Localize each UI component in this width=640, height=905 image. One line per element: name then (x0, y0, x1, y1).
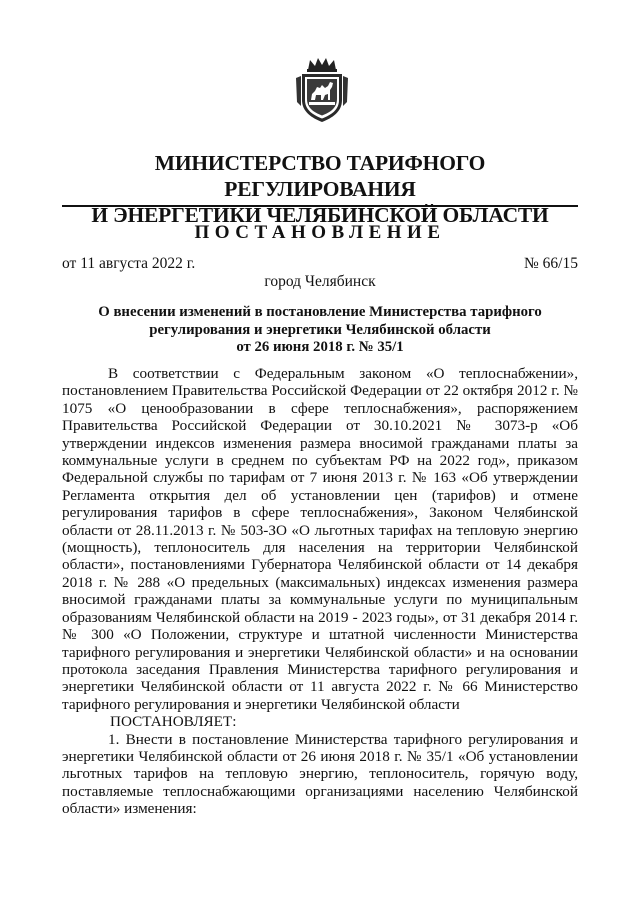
subject-line-1: О внесении изменений в постановление Министерства тарифного (98, 304, 542, 320)
ministry-title-line-2: И ЭНЕРГЕТИКИ ЧЕЛЯБИНСКОЙ ОБЛАСТИ (91, 203, 549, 227)
document-city: город Челябинск (264, 273, 376, 290)
header-divider (62, 205, 578, 207)
document-type: ПОСТАНОВЛЕНИЕ (194, 222, 446, 243)
coat-of-arms-icon (292, 56, 352, 124)
subject-line-2: регулирования и энергетики Челябинской области (149, 321, 491, 338)
document-body (62, 365, 578, 818)
document-date: от 11 августа 2022 г. (62, 255, 196, 272)
ministry-title (60, 150, 580, 228)
resolve-heading: ПОСТАНОВЛЯЕТ: (110, 713, 237, 731)
item-1-paragraph: 1. Внести в постановление Министерства тарифного регулирования и энергетики Челябинской области от 26 июня 2018 г. № 35/1 «Об установлении льготных тарифов на тепловую энергию, теплоноситель, горячую воду, поставляемые теплоснабжающими организациями населению Челябинской области» изменения: (62, 730, 578, 818)
subject-line-3: от 26 июня 2018 г. № 35/1 (236, 339, 404, 355)
preamble-paragraph: В соответствии с Федеральным законом «О теплоснабжении», постановлением Правительства Российской Федерации от 22 октября 2012 г. № 1075 «О ценообразовании в сфере теплоснабжения», распоряжением Правительства Российской Федерации от 30.10.2021 № 3073-р «Об утверждении индексов изменения размера вносимой гражданами платы за коммунальные услуги в среднем по субъектам РФ на 2022 год», приказом Федеральной службы по тарифам от 7 июня 2013 г. № 163 «Об утверждении Регламента открытия дел об установлении цен (тарифов) и отмене регулирования тарифов в сфере теплоснабжения», Законом Челябинской области от 28.11.2013 г. № 503-ЗО «О льготных тарифах на тепловую энергию (мощность), теплоноситель для населения на территории Челябинской области», постановлениями Губернатора Челябинской области от 14 декабря 2018 г. № 288 «О предельных (максимальных) индексах изменения размера вносимой гражданами платы за коммунальные услуги по муниципальным образованиям Челябинской области на 2019 - 2023 годы», от 31 декабря 2014 г. № 300 «О Положении, структуре и штатной численности Министерства тарифного регулирования и энергетики Челябинской области» и на основании протокола заседания Правления Министерства тарифного регулирования и энергетики Челябинской области от 11 августа 2022 г. № 66 Министерство тарифного регулирования и энергетики Челябинской области (62, 365, 578, 713)
document-number: № 66/15 (524, 255, 578, 272)
ministry-title-line-1: МИНИСТЕРСТВО ТАРИФНОГО РЕГУЛИРОВАНИЯ (154, 151, 486, 201)
document-subject (80, 304, 560, 357)
